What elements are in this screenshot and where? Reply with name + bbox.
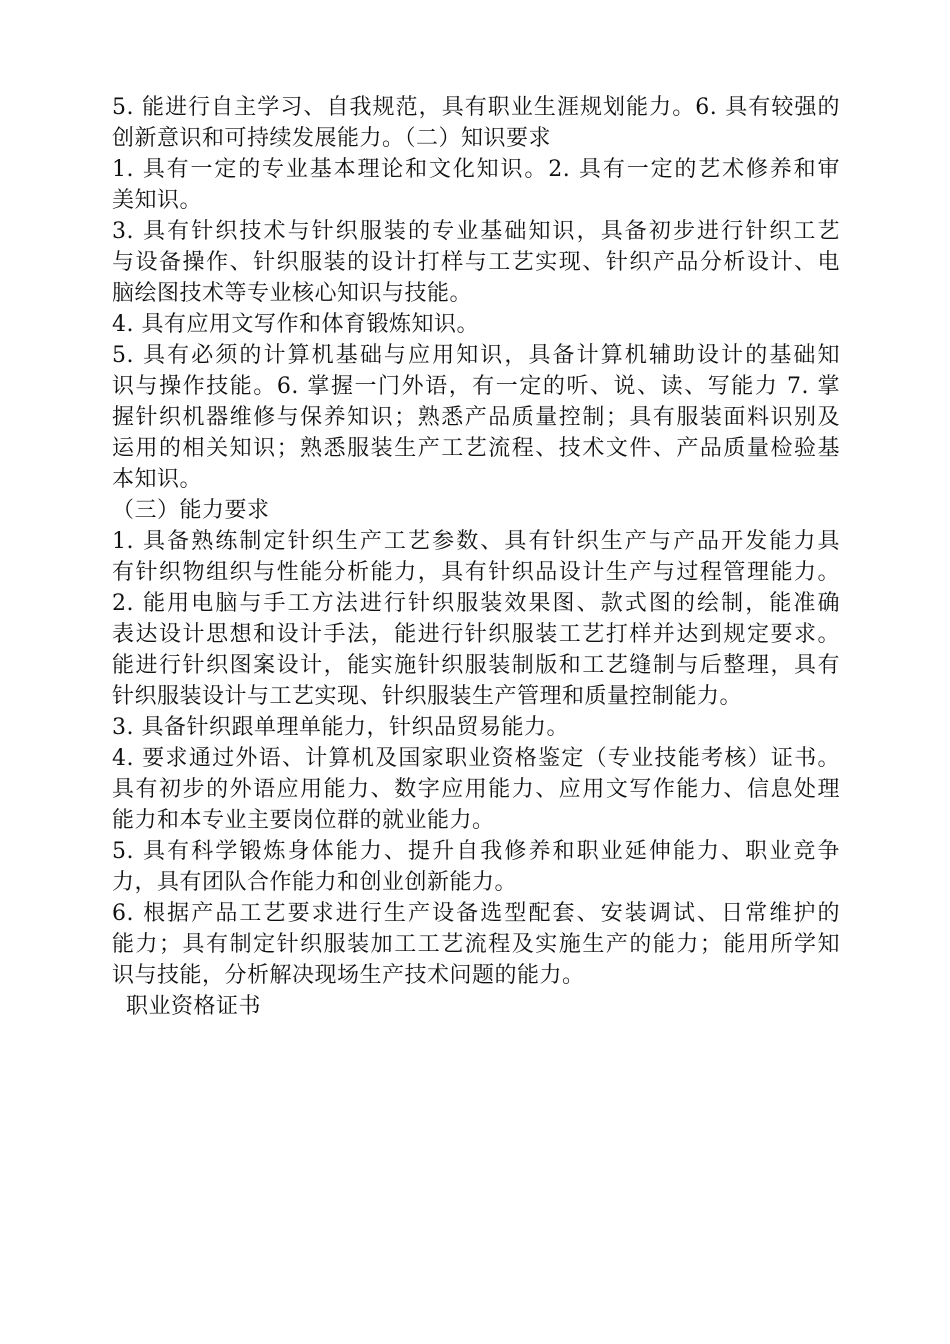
text-line: 4. 具有应用文写作和体育锻炼知识。 (112, 312, 479, 337)
text-line: 3. 具有针织技术与针织服装的专业基础知识，具备初步进行针织工艺 (112, 219, 840, 244)
text-line: 4. 要求通过外语、计算机及国家职业资格鉴定（专业技能考核）证书。 (112, 746, 840, 771)
text-line: 力，具有团队合作能力和创业创新能力。 (112, 870, 518, 895)
document-body (112, 92, 840, 1022)
text-line: 1. 具有一定的专业基本理论和文化知识。2. 具有一定的艺术修养和审 (112, 157, 840, 182)
text-line: 运用的相关知识；熟悉服装生产工艺流程、技术文件、产品质量检验基 (112, 436, 840, 461)
text-line: 脑绘图技术等专业核心知识与技能。 (112, 281, 473, 306)
text-line: 与设备操作、针织服装的设计打样与工艺实现、针织产品分析设计、电 (112, 250, 840, 275)
text-line: 美知识。 (112, 188, 203, 213)
text-line: 2. 能用电脑与手工方法进行针织服装效果图、款式图的绘制，能准确 (112, 591, 840, 616)
text-line: 能进行针织图案设计，能实施针织服装制版和工艺缝制与后整理，具有 (112, 653, 840, 678)
text-line: 6. 根据产品工艺要求进行生产设备选型配套、安装调试、日常维护的 (112, 901, 840, 926)
text-line: 针织服装设计与工艺实现、针织服装生产管理和质量控制能力。 (112, 684, 743, 709)
text-line: 5. 具有科学锻炼身体能力、提升自我修养和职业延伸能力、职业竞争 (112, 839, 840, 864)
text-line: 本知识。 (112, 467, 203, 492)
text-line: 能力；具有制定针织服装加工工艺流程及实施生产的能力；能用所学知 (112, 932, 840, 957)
section-heading: 职业资格证书 (126, 994, 262, 1019)
text-line: 握针织机器维修与保养知识；熟悉产品质量控制；具有服装面料识别及 (112, 405, 840, 430)
text-line: 识与技能，分析解决现场生产技术问题的能力。 (112, 963, 585, 988)
text-line: 能力和本专业主要岗位群的就业能力。 (112, 808, 495, 833)
text-line: 创新意识和可持续发展能力。（二）知识要求 (112, 126, 552, 151)
section-heading: （三）能力要求 (112, 498, 270, 523)
text-line: 具有初步的外语应用能力、数字应用能力、应用文写作能力、信息处理 (112, 777, 840, 802)
text-line: 表达设计思想和设计手法，能进行针织服装工艺打样并达到规定要求。 (112, 622, 840, 647)
text-line: 有针织物组织与性能分析能力，具有针织品设计生产与过程管理能力。 (112, 560, 840, 585)
text-line: 5. 具有必须的计算机基础与应用知识，具备计算机辅助设计的基础知 (112, 343, 840, 368)
text-line: 3. 具备针织跟单理单能力，针织品贸易能力。 (112, 715, 569, 740)
text-line: 5. 能进行自主学习、自我规范，具有职业生涯规划能力。6. 具有较强的 (112, 95, 840, 120)
text-line: 识与操作技能。6. 掌握一门外语，有一定的听、说、读、写能力 7. 掌 (112, 374, 840, 399)
text-line: 1. 具备熟练制定针织生产工艺参数、具有针织生产与产品开发能力具 (112, 529, 840, 554)
